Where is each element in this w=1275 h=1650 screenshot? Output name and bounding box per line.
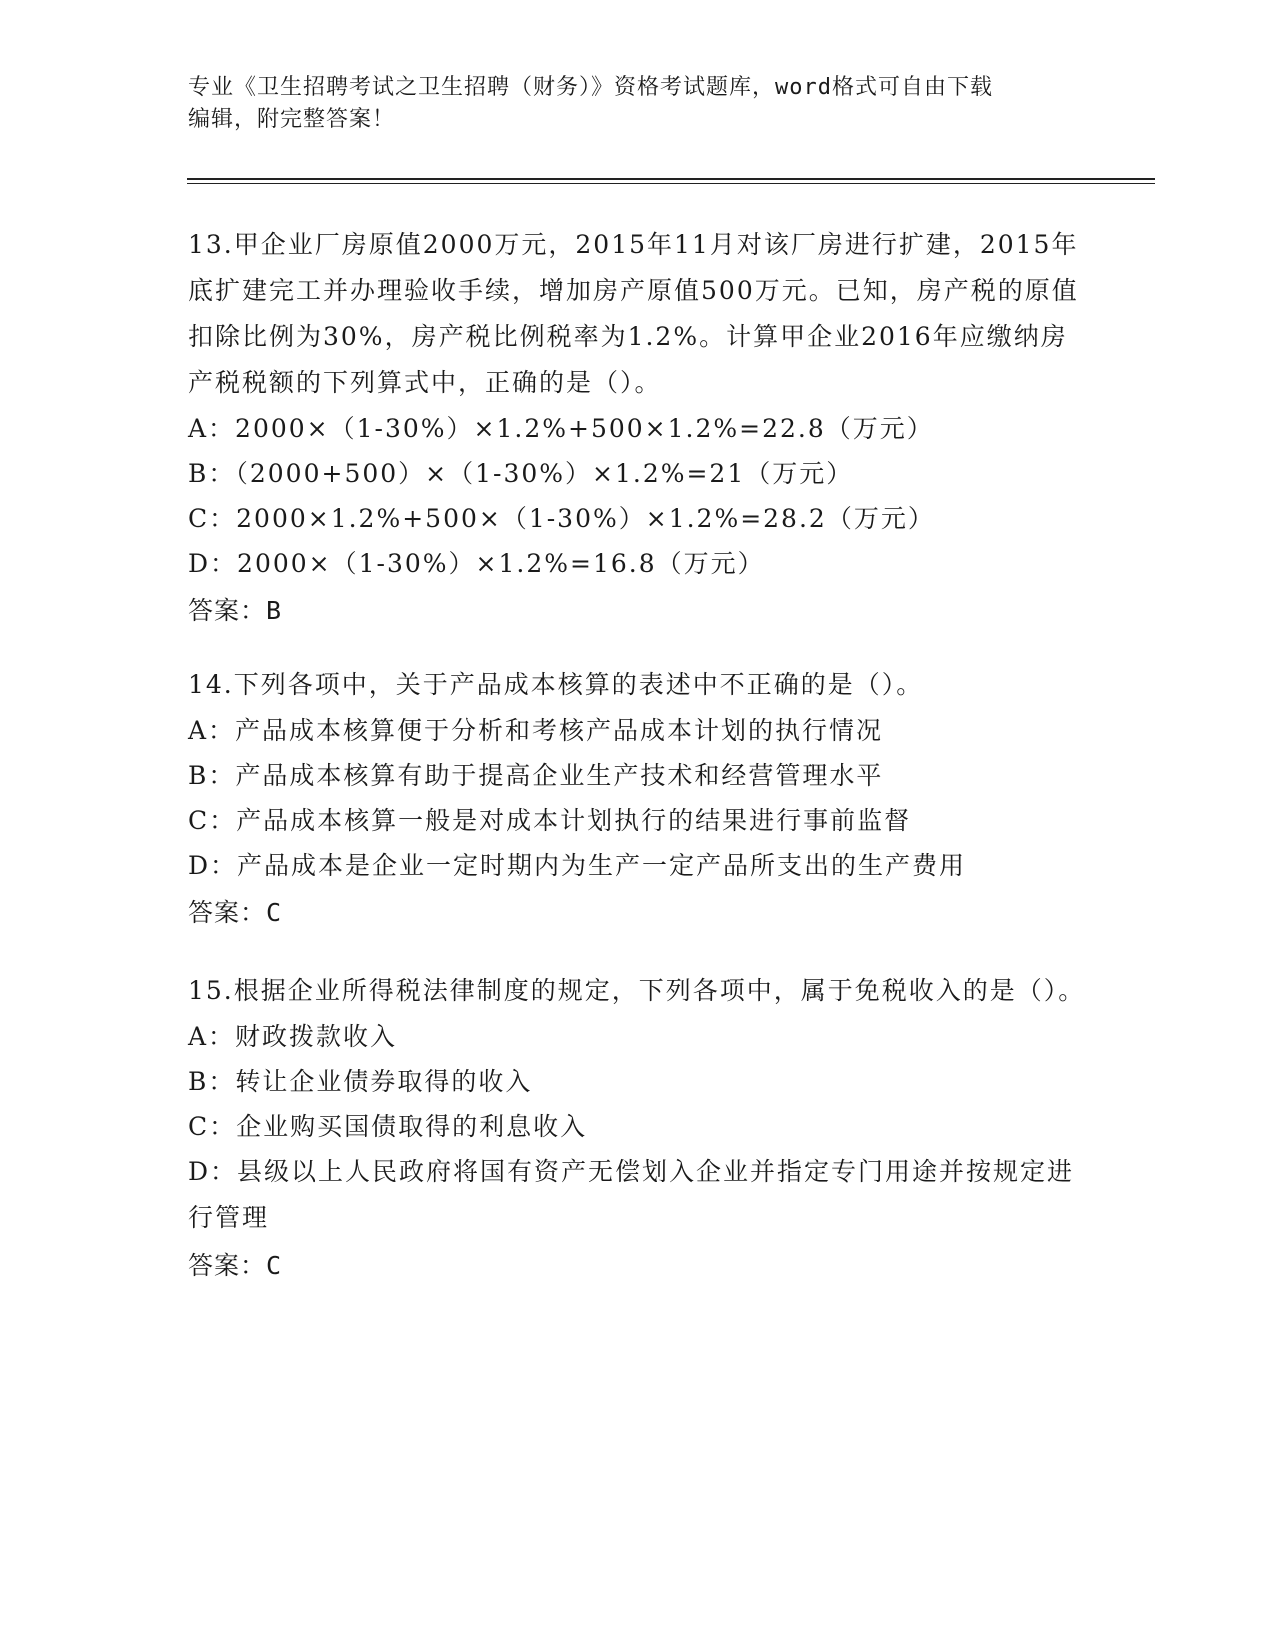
header-line-1: 专业《卫生招聘考试之卫生招聘（财务）》资格考试题库，word格式可自由下载 [188, 75, 993, 100]
option-d: D：产品成本是企业一定时期内为生产一定产品所支出的生产费用 [188, 851, 967, 880]
question-text: 13.甲企业厂房原值2000万元，2015年11月对该厂房进行扩建，2015年底扩建完工并办理验收手续，增加房产原值500万元。已知，房产税的原值扣除比例为30%，房产税比例税率为1.2%。计算甲企业2016年应缴纳房产税税额的下列算式中，正确的是（）。 [188, 230, 1079, 397]
option-d: D：县级以上人民政府将国有资产无偿划入企业并指定专门用途并按规定进行管理 [188, 1157, 1075, 1232]
option-b: B：转让企业债券取得的收入 [188, 1067, 533, 1096]
question-text: 15.根据企业所得税法律制度的规定，下列各项中，属于免税收入的是（）。 [188, 976, 1086, 1005]
option-d: D：2000×（1-30%）×1.2%=16.8（万元） [188, 549, 765, 578]
question-14 [188, 662, 1088, 938]
header-divider-thick [187, 178, 1155, 180]
question-text: 14.下列各项中，关于产品成本核算的表述中不正确的是（）。 [188, 670, 924, 699]
option-b: B：（2000+500）×（1-30%）×1.2%=21（万元） [188, 459, 854, 488]
option-a: A：财政拨款收入 [188, 1022, 398, 1051]
option-a: A：产品成本核算便于分析和考核产品成本计划的执行情况 [188, 716, 884, 745]
option-c: C：企业购买国债取得的利息收入 [188, 1112, 588, 1141]
option-c: C：产品成本核算一般是对成本计划执行的结果进行事前监督 [188, 806, 912, 835]
answer-label: 答案：B [188, 596, 283, 625]
question-13 [188, 222, 1088, 636]
document-header [188, 72, 1088, 136]
question-15 [188, 968, 1088, 1291]
option-a: A：2000×（1-30%）×1.2%+500×1.2%=22.8（万元） [188, 414, 934, 443]
option-b: B：产品成本核算有助于提高企业生产技术和经营管理水平 [188, 761, 884, 790]
header-line-2: 编辑，附完整答案！ [188, 107, 396, 132]
answer-label: 答案：C [188, 1251, 283, 1280]
option-c: C：2000×1.2%+500×（1-30%）×1.2%=28.2（万元） [188, 504, 935, 533]
header-divider-thin [187, 183, 1155, 184]
answer-label: 答案：C [188, 898, 283, 927]
